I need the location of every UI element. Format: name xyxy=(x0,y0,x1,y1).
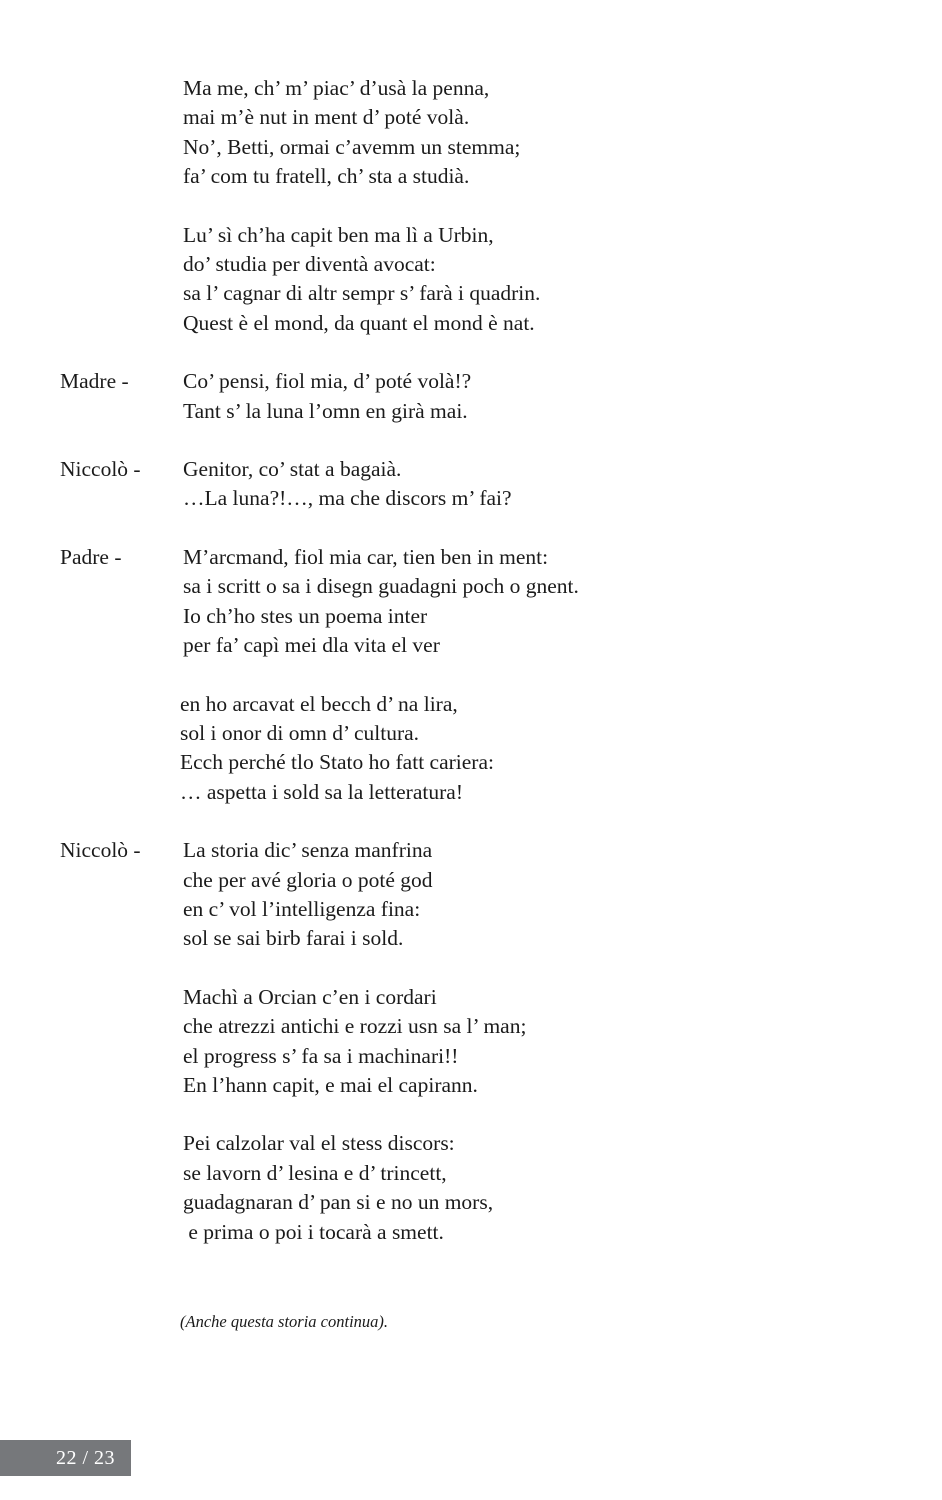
poem-body xyxy=(0,74,942,1247)
verse-line: guadagnaran d’ pan si e no un mors, xyxy=(183,1190,494,1215)
verse-line: en c’ vol l’intelligenza fina: xyxy=(183,896,421,921)
stanza-block xyxy=(0,543,942,661)
stanza-block xyxy=(0,690,942,808)
stanza-block xyxy=(0,836,942,954)
verse-line: …La luna?!…, ma che discors m’ fai? xyxy=(183,486,512,511)
verse-line: No’, Betti, ormai c’avemm un stemma; xyxy=(183,134,521,159)
stanza-block xyxy=(0,1129,942,1247)
verse-line: En l’hann capit, e mai el capirann. xyxy=(183,1072,478,1097)
stanza-block xyxy=(0,455,942,514)
closing-note: (Anche questa storia continua). xyxy=(180,1312,389,1331)
stanza-gap xyxy=(0,338,942,367)
verse-line: La storia dic’ senza manfrina xyxy=(183,838,433,863)
verse-lines xyxy=(0,74,942,192)
page-number-badge xyxy=(0,1440,131,1476)
verse-line: sa i scritt o sa i disegn guadagni poch o gnent. xyxy=(183,574,579,599)
page-number-label: 22 / 23 xyxy=(55,1447,115,1469)
verse-lines xyxy=(0,690,942,808)
stanza-block xyxy=(0,221,942,339)
verse-line: Genitor, co’ stat a bagaià. xyxy=(183,457,402,482)
verse-line: Ecch perché tlo Stato ho fatt cariera: xyxy=(180,750,494,775)
speaker-label: Niccolò - xyxy=(60,838,141,863)
speaker-label: Niccolò - xyxy=(60,457,141,482)
verse-line: sol se sai birb farai i sold. xyxy=(183,926,404,951)
verse-line: M’arcmand, fiol mia car, tien ben in ment: xyxy=(183,544,549,569)
verse-line: … aspetta i sold sa la letteratura! xyxy=(180,779,463,804)
verse-line: Tant s’ la luna l’omn en girà mai. xyxy=(183,398,468,423)
verse-line: se lavorn d’ lesina e d’ trincett, xyxy=(183,1160,447,1185)
verse-lines xyxy=(0,221,942,339)
verse-line: Io ch’ho stes un poema inter xyxy=(183,603,428,628)
verse-line: fa’ com tu fratell, ch’ sta a studià. xyxy=(183,164,470,189)
stanza-block xyxy=(0,74,942,192)
stanza-gap xyxy=(0,661,942,690)
stanza-gap xyxy=(0,426,942,455)
stanza-gap xyxy=(0,514,942,543)
verse-line: sol i onor di omn d’ cultura. xyxy=(180,720,420,745)
verse-line: mai m’è nut in ment d’ poté volà. xyxy=(183,105,470,130)
verse-line: Quest è el mond, da quant el mond è nat. xyxy=(183,310,535,335)
verse-line: Ma me, ch’ m’ piac’ d’usà la penna, xyxy=(183,76,490,100)
speaker-label: Madre - xyxy=(60,369,129,394)
verse-line: en ho arcavat el becch d’ na lira, xyxy=(180,691,458,716)
stanza-gap xyxy=(0,192,942,221)
stanza-gap xyxy=(0,954,942,983)
speaker-label: Padre - xyxy=(60,544,122,569)
verse-line: che atrezzi antichi e rozzi usn sa l’ man; xyxy=(183,1014,527,1039)
stanza-gap xyxy=(0,1100,942,1129)
verse-line: do’ studia per diventà avocat: xyxy=(183,252,436,277)
verse-line: per fa’ capì mei dla vita el ver xyxy=(183,633,440,658)
stanza-gap xyxy=(0,807,942,836)
verse-line: Lu’ sì ch’ha capit ben ma lì a Urbin, xyxy=(183,222,494,247)
stanza-block xyxy=(0,983,942,1101)
verse-lines xyxy=(0,983,942,1101)
verse-line: e prima o poi i tocarà a smett. xyxy=(183,1219,444,1244)
verse-line: Pei calzolar val el stess discors: xyxy=(183,1131,455,1156)
verse-line: Machì a Orcian c’en i cordari xyxy=(183,984,437,1009)
verse-line: Co’ pensi, fiol mia, d’ poté volà!? xyxy=(183,369,472,394)
verse-lines xyxy=(0,1129,942,1247)
verse-line: el progress s’ fa sa i machinari!! xyxy=(183,1043,459,1068)
verse-line: che per avé gloria o poté god xyxy=(183,867,433,892)
stanza-block xyxy=(0,367,942,426)
verse-line: sa l’ cagnar di altr sempr s’ farà i quadrin. xyxy=(183,281,541,306)
